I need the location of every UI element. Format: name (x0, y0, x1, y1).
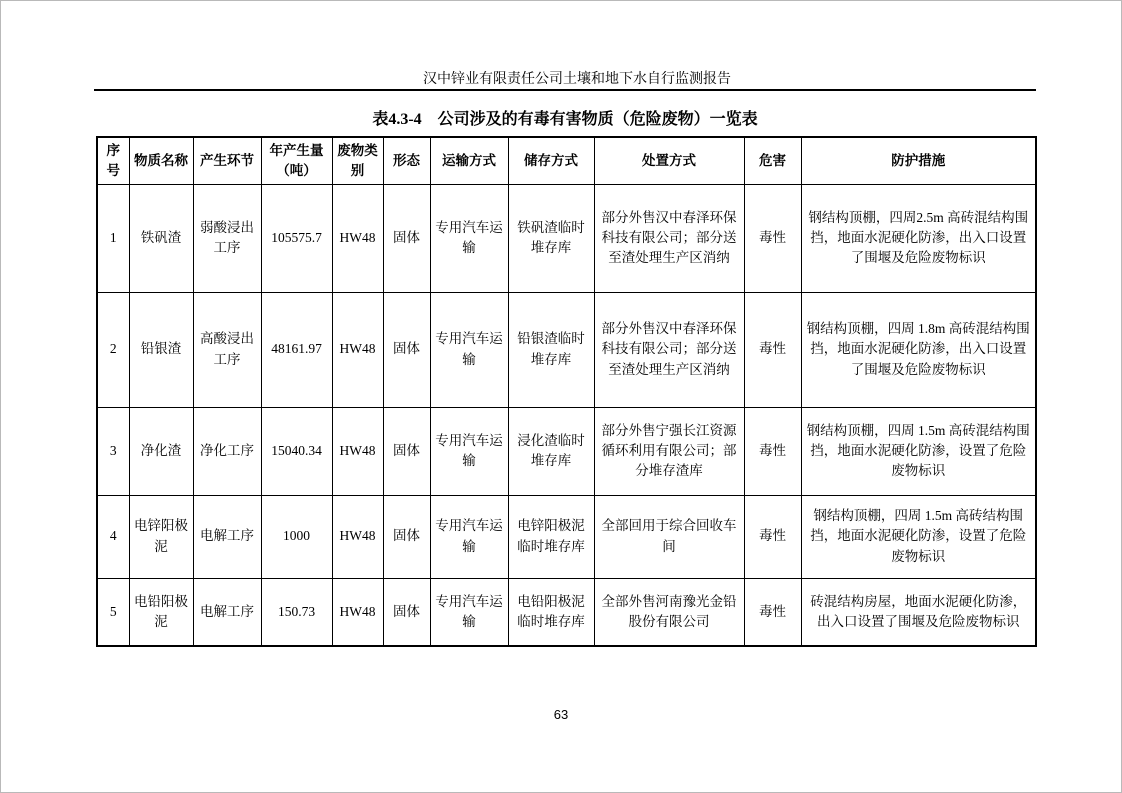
table-cell: 浸化渣临时堆存库 (508, 407, 594, 495)
column-header-7: 储存方式 (508, 137, 594, 184)
table-cell: 部分外售汉中春泽环保科技有限公司；部分送至渣处理生产区消纳 (594, 292, 744, 407)
table-cell: 固体 (383, 184, 430, 292)
column-header-5: 形态 (383, 137, 430, 184)
table-cell: HW48 (332, 495, 383, 578)
table-cell: 电锌阳极泥 (129, 495, 193, 578)
table-cell: 专用汽车运输 (430, 407, 508, 495)
table-cell: HW48 (332, 292, 383, 407)
table-cell: 毒性 (744, 407, 801, 495)
table-cell: 电解工序 (193, 495, 261, 578)
column-header-8: 处置方式 (594, 137, 744, 184)
table-row (97, 578, 1036, 646)
column-header-10: 防护措施 (801, 137, 1036, 184)
table-cell: 铁矾渣临时堆存库 (508, 184, 594, 292)
table-cell: 毒性 (744, 292, 801, 407)
table-cell: 专用汽车运输 (430, 578, 508, 646)
table-cell: 钢结构顶棚，四周 1.5m 高砖结构围挡，地面水泥硬化防渗，设置了危险废物标识 (801, 495, 1036, 578)
column-header-3: 年产生量（吨） (261, 137, 332, 184)
column-header-1: 物质名称 (129, 137, 193, 184)
table-cell: 专用汽车运输 (430, 292, 508, 407)
table-cell: 电铅阳极泥临时堆存库 (508, 578, 594, 646)
table-cell: HW48 (332, 407, 383, 495)
column-header-9: 危害 (744, 137, 801, 184)
table-cell: 5 (97, 578, 129, 646)
header-rule (94, 89, 1036, 91)
table-cell: 48161.97 (261, 292, 332, 407)
table-cell: 部分外售汉中春泽环保科技有限公司；部分送至渣处理生产区消纳 (594, 184, 744, 292)
table-cell: 电铅阳极泥 (129, 578, 193, 646)
table-cell: 4 (97, 495, 129, 578)
table-cell: 1 (97, 184, 129, 292)
table-row (97, 407, 1036, 495)
table-cell: 毒性 (744, 495, 801, 578)
table-cell: HW48 (332, 578, 383, 646)
table-cell: 3 (97, 407, 129, 495)
table-row (97, 292, 1036, 407)
report-header-title: 汉中锌业有限责任公司土壤和地下水自行监测报告 (423, 72, 731, 87)
column-header-4: 废物类别 (332, 137, 383, 184)
table-cell: HW48 (332, 184, 383, 292)
table-cell: 固体 (383, 578, 430, 646)
table-cell: 105575.7 (261, 184, 332, 292)
table-cell: 高酸浸出工序 (193, 292, 261, 407)
table-cell: 全部回用于综合回收车间 (594, 495, 744, 578)
table-cell: 毒性 (744, 578, 801, 646)
table-cell: 电解工序 (193, 578, 261, 646)
table-cell: 2 (97, 292, 129, 407)
table-cell: 部分外售宁强长江资源循环利用有限公司；部分堆存渣库 (594, 407, 744, 495)
table-cell: 1000 (261, 495, 332, 578)
table-cell: 钢结构顶棚，四周 1.8m 高砖混结构围挡，地面水泥硬化防渗，出入口设置了围堰及危险废物标识 (801, 292, 1036, 407)
table-cell: 砖混结构房屋，地面水泥硬化防渗，出入口设置了围堰及危险废物标识 (801, 578, 1036, 646)
table-cell: 净化渣 (129, 407, 193, 495)
table-cell: 铁矾渣 (129, 184, 193, 292)
table-title: 表4.3-4 公司涉及的有毒有害物质（危险废物）一览表 (372, 111, 758, 128)
table-cell: 固体 (383, 292, 430, 407)
table-row (97, 184, 1036, 292)
column-header-6: 运输方式 (430, 137, 508, 184)
table-cell: 弱酸浸出工序 (193, 184, 261, 292)
table-cell: 15040.34 (261, 407, 332, 495)
table-cell: 专用汽车运输 (430, 495, 508, 578)
table-cell: 固体 (383, 407, 430, 495)
table-cell: 固体 (383, 495, 430, 578)
table-cell: 专用汽车运输 (430, 184, 508, 292)
table-cell: 全部外售河南豫光金铅股份有限公司 (594, 578, 744, 646)
page-number: 63 (553, 707, 569, 722)
table-cell: 毒性 (744, 184, 801, 292)
table-head (97, 137, 1036, 184)
table-cell: 净化工序 (193, 407, 261, 495)
table-cell: 钢结构顶棚，四周2.5m 高砖混结构围挡，地面水泥硬化防渗，出入口设置了围堰及危险废物标识 (801, 184, 1036, 292)
column-header-0: 序号 (97, 137, 129, 184)
table-cell: 铅银渣 (129, 292, 193, 407)
table-header-row (97, 137, 1036, 184)
column-header-2: 产生环节 (193, 137, 261, 184)
table-cell: 钢结构顶棚，四周 1.5m 高砖混结构围挡，地面水泥硬化防渗，设置了危险废物标识 (801, 407, 1036, 495)
table-cell: 铅银渣临时堆存库 (508, 292, 594, 407)
table-body (97, 184, 1036, 646)
table-cell: 电锌阳极泥临时堆存库 (508, 495, 594, 578)
table-row (97, 495, 1036, 578)
table-cell: 150.73 (261, 578, 332, 646)
hazardous-waste-table (96, 136, 1037, 647)
